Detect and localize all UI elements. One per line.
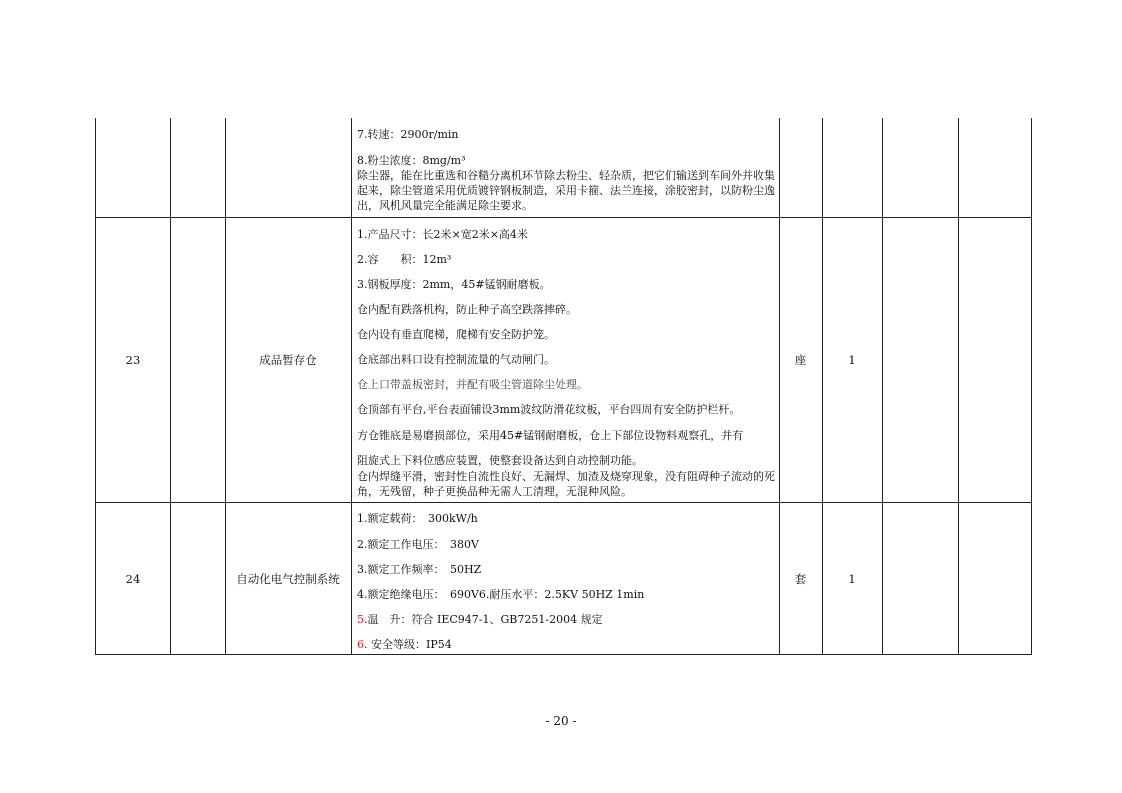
col-divider	[170, 118, 171, 654]
spec-line-5	[357, 612, 775, 627]
spec-number-red: 5	[357, 613, 364, 626]
quantity: 1	[848, 571, 856, 586]
spec-line: 仓顶部有平台,平台表面铺设3mm波纹防滑花纹板，平台四周有安全防护栏杆。	[357, 403, 741, 416]
row-number: 24	[125, 571, 141, 586]
spec-line: 1.额定载荷： 300kW/h	[357, 512, 478, 525]
spec-text: .温 升：符合 IEC947-1、GB7251-2004 规定	[364, 613, 603, 626]
spec-line: 仓内设有垂直爬梯，爬梯有安全防护笼。	[357, 328, 555, 341]
spec-line: 2.额定工作电压： 380V	[357, 538, 479, 551]
row-number: 23	[125, 352, 141, 367]
spec-line: 方仓锥底是易磨损部位，采用45#锰钢耐磨板，仓上下部位设物料观察孔，并有	[357, 429, 744, 442]
spec-line: 仓上口带盖板密封，并配有吸尘管道除尘处理。	[357, 378, 588, 391]
spec-paragraph: 除尘器，能在比重选和谷糙分离机环节除去粉尘、轻杂质，把它们输送到车间外并收集起来，除尘管道采用优质镀锌钢板制造，采用卡箍、法兰连接，涂胶密封，以防粉尘逸出，风机风量完全能满足除尘要求。	[357, 169, 775, 212]
spec-line: 4.额定绝缘电压： 690V6.耐压水平：2.5KV 50HZ 1min	[357, 588, 645, 601]
unit: 套	[794, 571, 807, 586]
quantity: 1	[848, 352, 856, 367]
spec-line: 7.转速：2900r/min	[357, 128, 459, 141]
spec-line: 仓内配有跌落机构，防止种子高空跌落摔碎。	[357, 303, 577, 316]
spec-line: 1.产品尺寸：长2米×宽2米×高4米	[357, 228, 528, 241]
col-divider	[958, 118, 959, 654]
spec-text: . 安全等级：IP54	[364, 638, 452, 651]
spec-line: 仓底部出料口设有控制流量的气动闸门。	[357, 353, 555, 366]
spec-cell-24	[357, 502, 775, 655]
page-number: - 20 -	[545, 714, 577, 728]
spec-table	[95, 118, 1032, 655]
item-name: 自动化电气控制系统	[236, 571, 340, 586]
spec-cell-prev	[357, 118, 775, 217]
col-divider	[351, 118, 352, 654]
spec-line: 8.粉尘浓度：8mg/m³	[357, 154, 466, 167]
spec-paragraph: 仓内焊缝平滑，密封性自流性良好、无漏焊、加渣及烧穿现象，没有阻碍种子流动的死角，无残留，种子更换品种无需人工清理，无混种风险。	[357, 470, 775, 498]
unit: 座	[794, 352, 807, 367]
col-divider	[882, 118, 883, 654]
spec-line: 阻旋式上下料位感应装置，使整套设备达到自动控制功能。	[357, 454, 643, 467]
spec-line: 3.钢板厚度：2mm，45#锰钢耐磨板。	[357, 278, 551, 291]
spec-line-6	[357, 637, 775, 652]
spec-cell-23	[357, 217, 775, 502]
spec-line: 2.容 积：12m³	[357, 253, 452, 266]
item-name: 成品暂存仓	[259, 352, 317, 367]
spec-line: 3.额定工作频率： 50HZ	[357, 563, 482, 576]
spec-number-red: 6	[357, 638, 364, 651]
